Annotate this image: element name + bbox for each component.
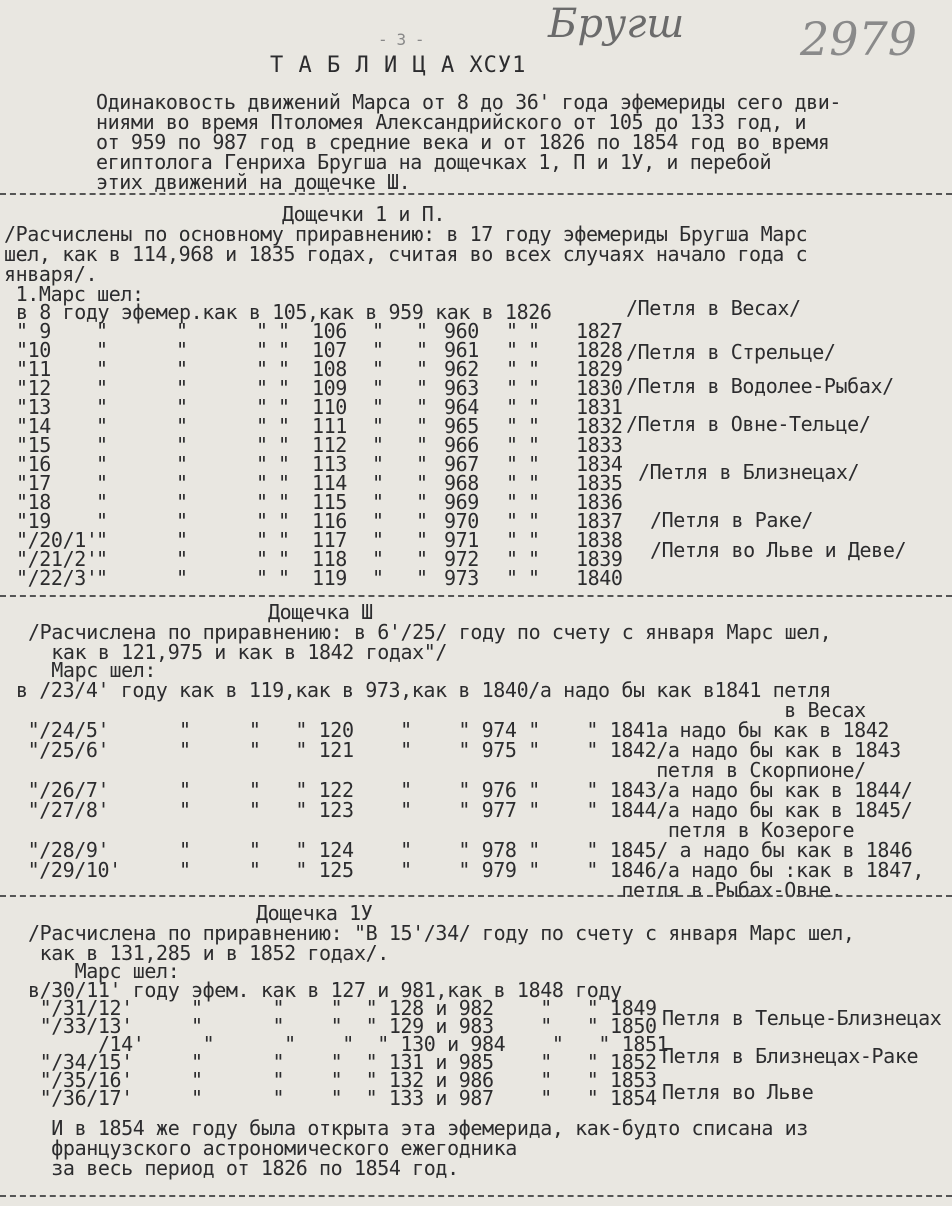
ditto-mark: "	[416, 338, 428, 362]
ditto-mark: "	[96, 547, 108, 571]
ditto-mark: "	[176, 319, 188, 343]
intro-paragraph	[96, 92, 841, 192]
handwritten-name: Бругш	[548, 1, 685, 47]
ditto-mark: "	[506, 395, 518, 419]
ditto-mark: "	[256, 490, 268, 514]
cell-a: 112	[312, 433, 347, 457]
cell-a: 114	[312, 471, 347, 495]
cell-year: "11	[16, 357, 51, 381]
ditto-mark: "	[528, 357, 540, 381]
cell-b: 971	[444, 528, 479, 552]
ditto-mark: "	[372, 471, 384, 495]
ditto-mark: "	[506, 547, 518, 571]
ditto-mark: "	[176, 490, 188, 514]
cell-a: 110	[312, 395, 347, 419]
ditto-mark: "	[176, 414, 188, 438]
section2-heading: Дощечка Ш	[268, 600, 373, 624]
ditto-mark: "	[528, 433, 540, 457]
ditto-mark: "	[506, 509, 518, 533]
ditto-mark: "	[372, 338, 384, 362]
ditto-mark: "	[278, 566, 290, 590]
ditto-mark: "	[372, 395, 384, 419]
ditto-mark: "	[506, 338, 518, 362]
ditto-mark: "	[256, 433, 268, 457]
ditto-mark: "	[96, 433, 108, 457]
section3-body	[28, 978, 669, 1110]
cell-a: 116	[312, 509, 347, 533]
table-line: в/30/11' году эфем. как в 127 и 981,как в 1848 году	[28, 978, 622, 1002]
table-line: "/34/15' " " " " 131 и 985 " " 1852	[28, 1050, 657, 1074]
divider	[0, 193, 952, 195]
cell-year: "/21/2'	[16, 547, 98, 571]
cell-b: 972	[444, 547, 479, 571]
ditto-mark: "	[506, 433, 518, 457]
ditto-mark: "	[278, 490, 290, 514]
ditto-mark: "	[96, 528, 108, 552]
ditto-mark: "	[416, 528, 428, 552]
cell-c: 1835	[576, 471, 623, 495]
cell-year: "14	[16, 414, 51, 438]
table-line: "/31/12' " " " " 128 и 982 " " 1849	[28, 996, 657, 1020]
cell-year: "10	[16, 338, 51, 362]
ditto-mark: "	[372, 490, 384, 514]
ditto-mark: "	[278, 433, 290, 457]
ditto-mark: "	[176, 433, 188, 457]
ditto-mark: "	[372, 509, 384, 533]
ditto-mark: "	[176, 376, 188, 400]
ditto-mark: "	[96, 566, 108, 590]
ditto-mark: "	[416, 471, 428, 495]
cell-c: 1827	[576, 319, 623, 343]
ditto-mark: "	[528, 338, 540, 362]
page-number: 2979	[800, 12, 918, 66]
cell-b: 968	[444, 471, 479, 495]
table-line: "/25/6' " " " 121 " " 975 " " 1842/а надо бы как в 1843	[16, 738, 901, 762]
ditto-mark: "	[256, 319, 268, 343]
ditto-mark: "	[96, 376, 108, 400]
ditto-mark: "	[506, 528, 518, 552]
cell-year: "15	[16, 433, 51, 457]
ditto-mark: "	[506, 357, 518, 381]
ditto-mark: "	[96, 509, 108, 533]
table-line: "/35/16' " " " " 132 и 986 " " 1853	[28, 1068, 657, 1092]
ditto-mark: "	[278, 338, 290, 362]
ditto-mark: "	[528, 471, 540, 495]
cell-year: "13	[16, 395, 51, 419]
ditto-mark: "	[256, 566, 268, 590]
ditto-mark: "	[256, 376, 268, 400]
cell-b: 963	[444, 376, 479, 400]
cell-c: 1834	[576, 452, 623, 476]
ditto-mark: "	[528, 566, 540, 590]
ditto-mark: "	[176, 509, 188, 533]
ditto-mark: "	[416, 433, 428, 457]
ditto-mark: "	[176, 471, 188, 495]
section2-subhead: Марс шел:	[28, 658, 157, 682]
cell-b: 966	[444, 433, 479, 457]
ditto-mark: "	[278, 357, 290, 381]
table-line: /14' " " " " 130 и 984 " " 1851	[28, 1032, 669, 1056]
ditto-mark: "	[278, 509, 290, 533]
ditto-mark: "	[416, 452, 428, 476]
ditto-mark: "	[176, 547, 188, 571]
table-line: "/28/9' " " " 124 " " 978 " " 1845/ а надо бы как в 1846	[16, 838, 913, 862]
table-line: петля в Скорпионе/	[16, 758, 866, 782]
intro-line: от 959 по 987 год в средние века и от 1826 по 1854 год во время	[96, 130, 830, 154]
section2-body	[16, 680, 924, 900]
cell-c: 1830	[576, 376, 623, 400]
ditto-mark: "	[528, 528, 540, 552]
ditto-mark: "	[528, 395, 540, 419]
ditto-mark: "	[176, 566, 188, 590]
cell-a: 113	[312, 452, 347, 476]
ditto-mark: "	[372, 433, 384, 457]
ditto-mark: "	[278, 547, 290, 571]
note-line: /Расчислена по приравнению: "В 15'/34/ году по счету с января Марс шел,	[28, 921, 855, 945]
cell-a: 111	[312, 414, 347, 438]
ditto-mark: "	[416, 319, 428, 343]
loop-label: /Петля в Раке/	[650, 508, 813, 532]
table-line: петля в Рыбах-Овне.	[16, 878, 843, 902]
ditto-mark: "	[278, 376, 290, 400]
section1-subhead: 1.Марс шел:	[4, 282, 144, 306]
ditto-mark: "	[506, 452, 518, 476]
ditto-mark: "	[278, 319, 290, 343]
divider	[0, 1195, 952, 1197]
ditto-mark: "	[96, 452, 108, 476]
table-line: в Весах	[16, 698, 866, 722]
ditto-mark: "	[256, 414, 268, 438]
cell-b: 961	[444, 338, 479, 362]
cell-a: 117	[312, 528, 347, 552]
ditto-mark: "	[506, 414, 518, 438]
section1-heading: Дощечки 1 и П.	[282, 202, 445, 226]
note-line: как в 131,285 и в 1852 годах/.	[28, 941, 389, 965]
note-line: /Расчислена по приравнению: в 6'/25/ году по счету с января Марс шел,	[28, 620, 832, 644]
table-line: в /23/4' году как в 119,как в 973,как в 1840/а надо бы как в1841 петля	[16, 678, 831, 702]
ditto-mark: "	[416, 357, 428, 381]
ditto-mark: "	[256, 528, 268, 552]
ditto-mark: "	[528, 490, 540, 514]
cell-c: 1831	[576, 395, 623, 419]
ditto-mark: "	[278, 471, 290, 495]
closing-line: за весь период от 1826 по 1854 год.	[28, 1156, 459, 1180]
ditto-mark: "	[416, 490, 428, 514]
loop-label: Петля в Тельце-Близнецах	[662, 1008, 942, 1028]
cell-year: "/22/3'	[16, 566, 98, 590]
section3-heading: Дощечка 1У	[256, 901, 373, 925]
cell-c: 1829	[576, 357, 623, 381]
ditto-mark: "	[528, 414, 540, 438]
ditto-mark: "	[528, 509, 540, 533]
ditto-mark: "	[416, 509, 428, 533]
loop-label: /Петля в Весах/	[626, 296, 801, 320]
ditto-mark: "	[96, 395, 108, 419]
ditto-mark: "	[372, 357, 384, 381]
cell-year: "16	[16, 452, 51, 476]
table-line: "/36/17' " " " " 133 и 987 " " 1854	[28, 1086, 657, 1110]
table-line: "/24/5' " " " 120 " " 974 " " 1841а надо бы как в 1842	[16, 718, 890, 742]
table-line: петля в Козероге	[16, 818, 855, 842]
cell-b: 967	[444, 452, 479, 476]
intro-line: египтолога Генриха Бругша на дощечках 1, П и 1У, и перебой	[96, 150, 772, 174]
ditto-mark: "	[528, 319, 540, 343]
cell-b: 969	[444, 490, 479, 514]
ditto-mark: "	[278, 414, 290, 438]
cell-year: " 9	[16, 319, 51, 343]
loop-label: Петля в Близнецах-Раке	[662, 1046, 919, 1066]
loop-label: /Петля в Стрельце/	[626, 340, 836, 364]
ditto-mark: "	[416, 547, 428, 571]
cell-c: 1839	[576, 547, 623, 571]
ditto-mark: "	[96, 357, 108, 381]
ditto-mark: "	[416, 376, 428, 400]
loop-label: /Петля в Водолее-Рыбах/	[626, 374, 894, 398]
cell-c: 1838	[576, 528, 623, 552]
closing-line: И в 1854 же году была открыта эта эфемерида, как-будто списана из	[28, 1116, 808, 1140]
cell-a: 106	[312, 319, 347, 343]
closing-line: французского астрономического ежегодника	[28, 1136, 517, 1160]
loop-label: Петля во Льве	[662, 1082, 814, 1102]
cell-a: 119	[312, 566, 347, 590]
dash-mark: - 3 -	[378, 30, 425, 49]
divider	[0, 895, 952, 897]
ditto-mark: "	[506, 319, 518, 343]
ditto-mark: "	[176, 528, 188, 552]
section2-note	[28, 622, 831, 662]
ditto-mark: "	[176, 357, 188, 381]
ditto-mark: "	[372, 452, 384, 476]
ditto-mark: "	[96, 471, 108, 495]
intro-line: ниями во время Птоломея Александрийского от 105 до 133 год, и	[96, 110, 807, 134]
intro-line: этих движений на дощечке Ш.	[96, 170, 411, 194]
cell-c: 1840	[576, 566, 623, 590]
ditto-mark: "	[372, 414, 384, 438]
cell-c: 1833	[576, 433, 623, 457]
table-line: "/29/10' " " " 125 " " 979 " " 1846/а надо бы :как в 1847,	[16, 858, 924, 882]
divider	[0, 595, 952, 597]
ditto-mark: "	[256, 509, 268, 533]
ditto-mark: "	[256, 452, 268, 476]
ditto-mark: "	[372, 319, 384, 343]
cell-b: 970	[444, 509, 479, 533]
closing-paragraph	[28, 1118, 808, 1178]
note-line: января/.	[4, 262, 98, 286]
ditto-mark: "	[372, 566, 384, 590]
cell-year: "/20/1'	[16, 528, 98, 552]
ditto-mark: "	[176, 395, 188, 419]
cell-b: 964	[444, 395, 479, 419]
ditto-mark: "	[256, 338, 268, 362]
section1-first-row: в 8 году эфемер.как в 105,как в 959 как в 1826	[16, 300, 552, 324]
ditto-mark: "	[278, 528, 290, 552]
ditto-mark: "	[506, 471, 518, 495]
ditto-mark: "	[256, 547, 268, 571]
ditto-mark: "	[96, 338, 108, 362]
ditto-mark: "	[372, 376, 384, 400]
table-line: "/27/8' " " " 123 " " 977 " " 1844/а надо бы как в 1845/	[16, 798, 913, 822]
loop-label: /Петля в Овне-Тельце/	[626, 412, 871, 436]
cell-c: 1832	[576, 414, 623, 438]
cell-a: 108	[312, 357, 347, 381]
section1-note	[4, 224, 807, 284]
cell-year: "12	[16, 376, 51, 400]
ditto-mark: "	[416, 414, 428, 438]
note-line: /Расчислены по основному приравнению: в 17 году эфемериды Бругша Марс	[4, 222, 808, 246]
document-title: Т А Б Л И Ц А ХСУ1	[270, 53, 527, 78]
intro-line: Одинаковость движений Марса от 8 до 36' года эфемериды сего дви-	[96, 90, 842, 114]
cell-c: 1828	[576, 338, 623, 362]
cell-a: 115	[312, 490, 347, 514]
section3-subhead: Марс шел:	[28, 959, 180, 983]
ditto-mark: "	[176, 452, 188, 476]
cell-a: 118	[312, 547, 347, 571]
ditto-mark: "	[256, 471, 268, 495]
loop-label: /Петля в Близнецах/	[638, 460, 860, 484]
ditto-mark: "	[96, 319, 108, 343]
ditto-mark: "	[506, 376, 518, 400]
note-line: шел, как в 114,968 и 1835 годах, считая во всех случаях начало года с	[4, 242, 808, 266]
ditto-mark: "	[96, 414, 108, 438]
ditto-mark: "	[256, 357, 268, 381]
note-line: как в 121,975 и как в 1842 годах"/	[28, 640, 448, 664]
ditto-mark: "	[416, 566, 428, 590]
table-row	[16, 568, 636, 588]
cell-year: "19	[16, 509, 51, 533]
cell-b: 960	[444, 319, 479, 343]
ditto-mark: "	[372, 528, 384, 552]
cell-c: 1836	[576, 490, 623, 514]
ditto-mark: "	[528, 452, 540, 476]
cell-year: "18	[16, 490, 51, 514]
ditto-mark: "	[278, 395, 290, 419]
cell-b: 962	[444, 357, 479, 381]
ditto-mark: "	[528, 547, 540, 571]
table-line: "/33/13' " " " " 129 и 983 " " 1850	[28, 1014, 657, 1038]
cell-a: 109	[312, 376, 347, 400]
ditto-mark: "	[278, 452, 290, 476]
ditto-mark: "	[506, 566, 518, 590]
ditto-mark: "	[96, 490, 108, 514]
cell-a: 107	[312, 338, 347, 362]
table-line: "/26/7' " " " 122 " " 976 " " 1843/а надо бы как в 1844/	[16, 778, 913, 802]
cell-c: 1837	[576, 509, 623, 533]
ditto-mark: "	[256, 395, 268, 419]
cell-b: 965	[444, 414, 479, 438]
section3-note	[28, 923, 855, 963]
section1-table	[16, 321, 656, 591]
ditto-mark: "	[528, 376, 540, 400]
ditto-mark: "	[416, 395, 428, 419]
loop-label: /Петля во Льве и Деве/	[650, 538, 907, 562]
ditto-mark: "	[176, 338, 188, 362]
ditto-mark: "	[506, 490, 518, 514]
cell-b: 973	[444, 566, 479, 590]
ditto-mark: "	[372, 547, 384, 571]
cell-year: "17	[16, 471, 51, 495]
